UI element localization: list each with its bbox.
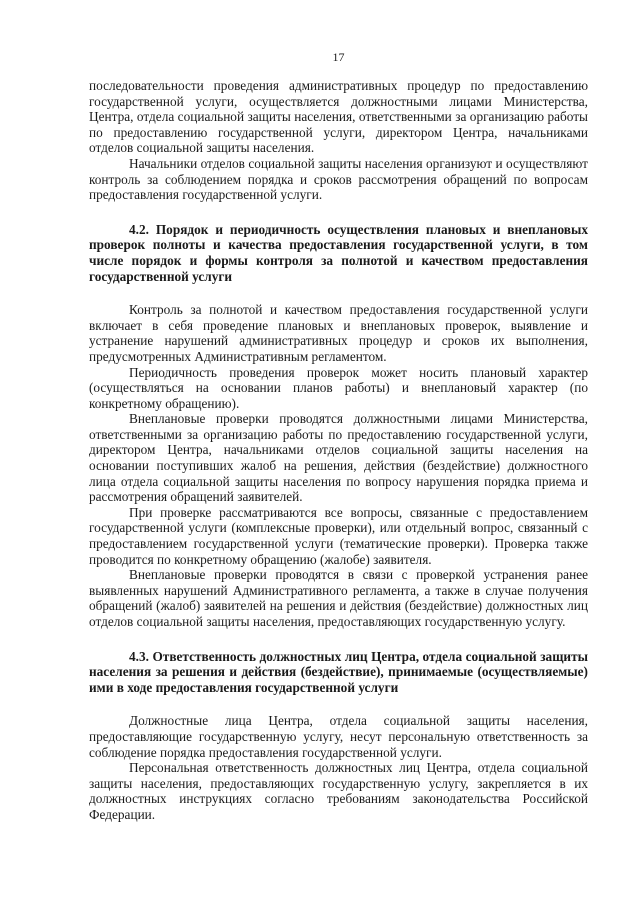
paragraph-unscheduled-reasons: Внеплановые проверки проводятся в связи с проверкой устранения ранее выявленных нарушений Административного регламента, а также в случае получения обращений (жалоб) заявителей на решения и действия (бездействие) должностных лиц отделов социальной защиты населения, предоставляющих государственную услугу. [89, 567, 588, 629]
paragraph-unscheduled-inspections: Внеплановые проверки проводятся должностными лицами Министерства, ответственными за организацию работы по предоставлению государственной услуги, директором Центра, начальниками отделов социальной защиты населения на основании поступивших жалоб на решения, действия (бездействие) должностного лица отдела социальной защиты населения по вопросу нарушения порядка приема и рассмотрения обращений заявителей. [89, 411, 588, 505]
paragraph-inspection-scope: При проверке рассматриваются все вопросы, связанные с предоставлением государственной услуги (комплексные проверки), или отдельный вопрос, связанный с предоставлением государственной услуги (тематические проверки). Проверка также проводится по конкретному обращению (жалобе) заявителя. [89, 504, 588, 567]
section-heading-4-3: 4.3. Ответственность должностных лиц Центра, отдела социальной защиты населения за решения и действия (бездействие), принимаемые (осуществляемые) ими в ходе предоставления государственной услуги [89, 648, 588, 695]
page-number: 17 [332, 50, 345, 64]
paragraph-official-responsibility: Должностные лица Центра, отдела социальной защиты населения, предоставляющие государственную услугу, несут персональную ответственность за соблюдение порядка предоставления государственной услуги. [89, 713, 588, 760]
paragraph-quality-control: Контроль за полнотой и качеством предоставления государственной услуги включает в себя проведение плановых и внеплановых проверок, выявление и устранение нарушений административных процедур и сроков их выполнения, предусмотренных Административным регламентом. [89, 302, 588, 364]
paragraph-department-heads-control: Начальники отделов социальной защиты населения организуют и осуществляют контроль за соблюдением порядка и сроков рассмотрения обращений по вопросам предоставления государственной услуги. [89, 155, 588, 203]
section-heading-4-2: 4.2. Порядок и периодичность осуществления плановых и внеплановых проверок полноты и качества предоставления государственной услуги, в том числе порядок и формы контроля за полнотой и качеством предоставления государственной услуги [89, 221, 588, 284]
paragraph-personal-responsibility: Персональная ответственность должностных лиц Центра, отдела социальной защиты населения, предоставляющих государственную услугу, закрепляется в их должностных инструкциях согласно требованиям законодательства Российской Федерации. [89, 760, 588, 822]
paragraph-inspection-frequency: Периодичность проведения проверок может носить плановый характер (осуществляться на основании планов работы) и внеплановый характер (по конкретному обращению). [89, 364, 588, 411]
paragraph-continuation: последовательности проведения административных процедур по предоставлению государственной услуги, осуществляется должностными лицами Министерства, Центра, отдела социальной защиты населения, ответственными за организацию работы по предоставлению государственной услуги, директором Центра, начальниками отделов социальной защиты населения. [89, 78, 588, 156]
